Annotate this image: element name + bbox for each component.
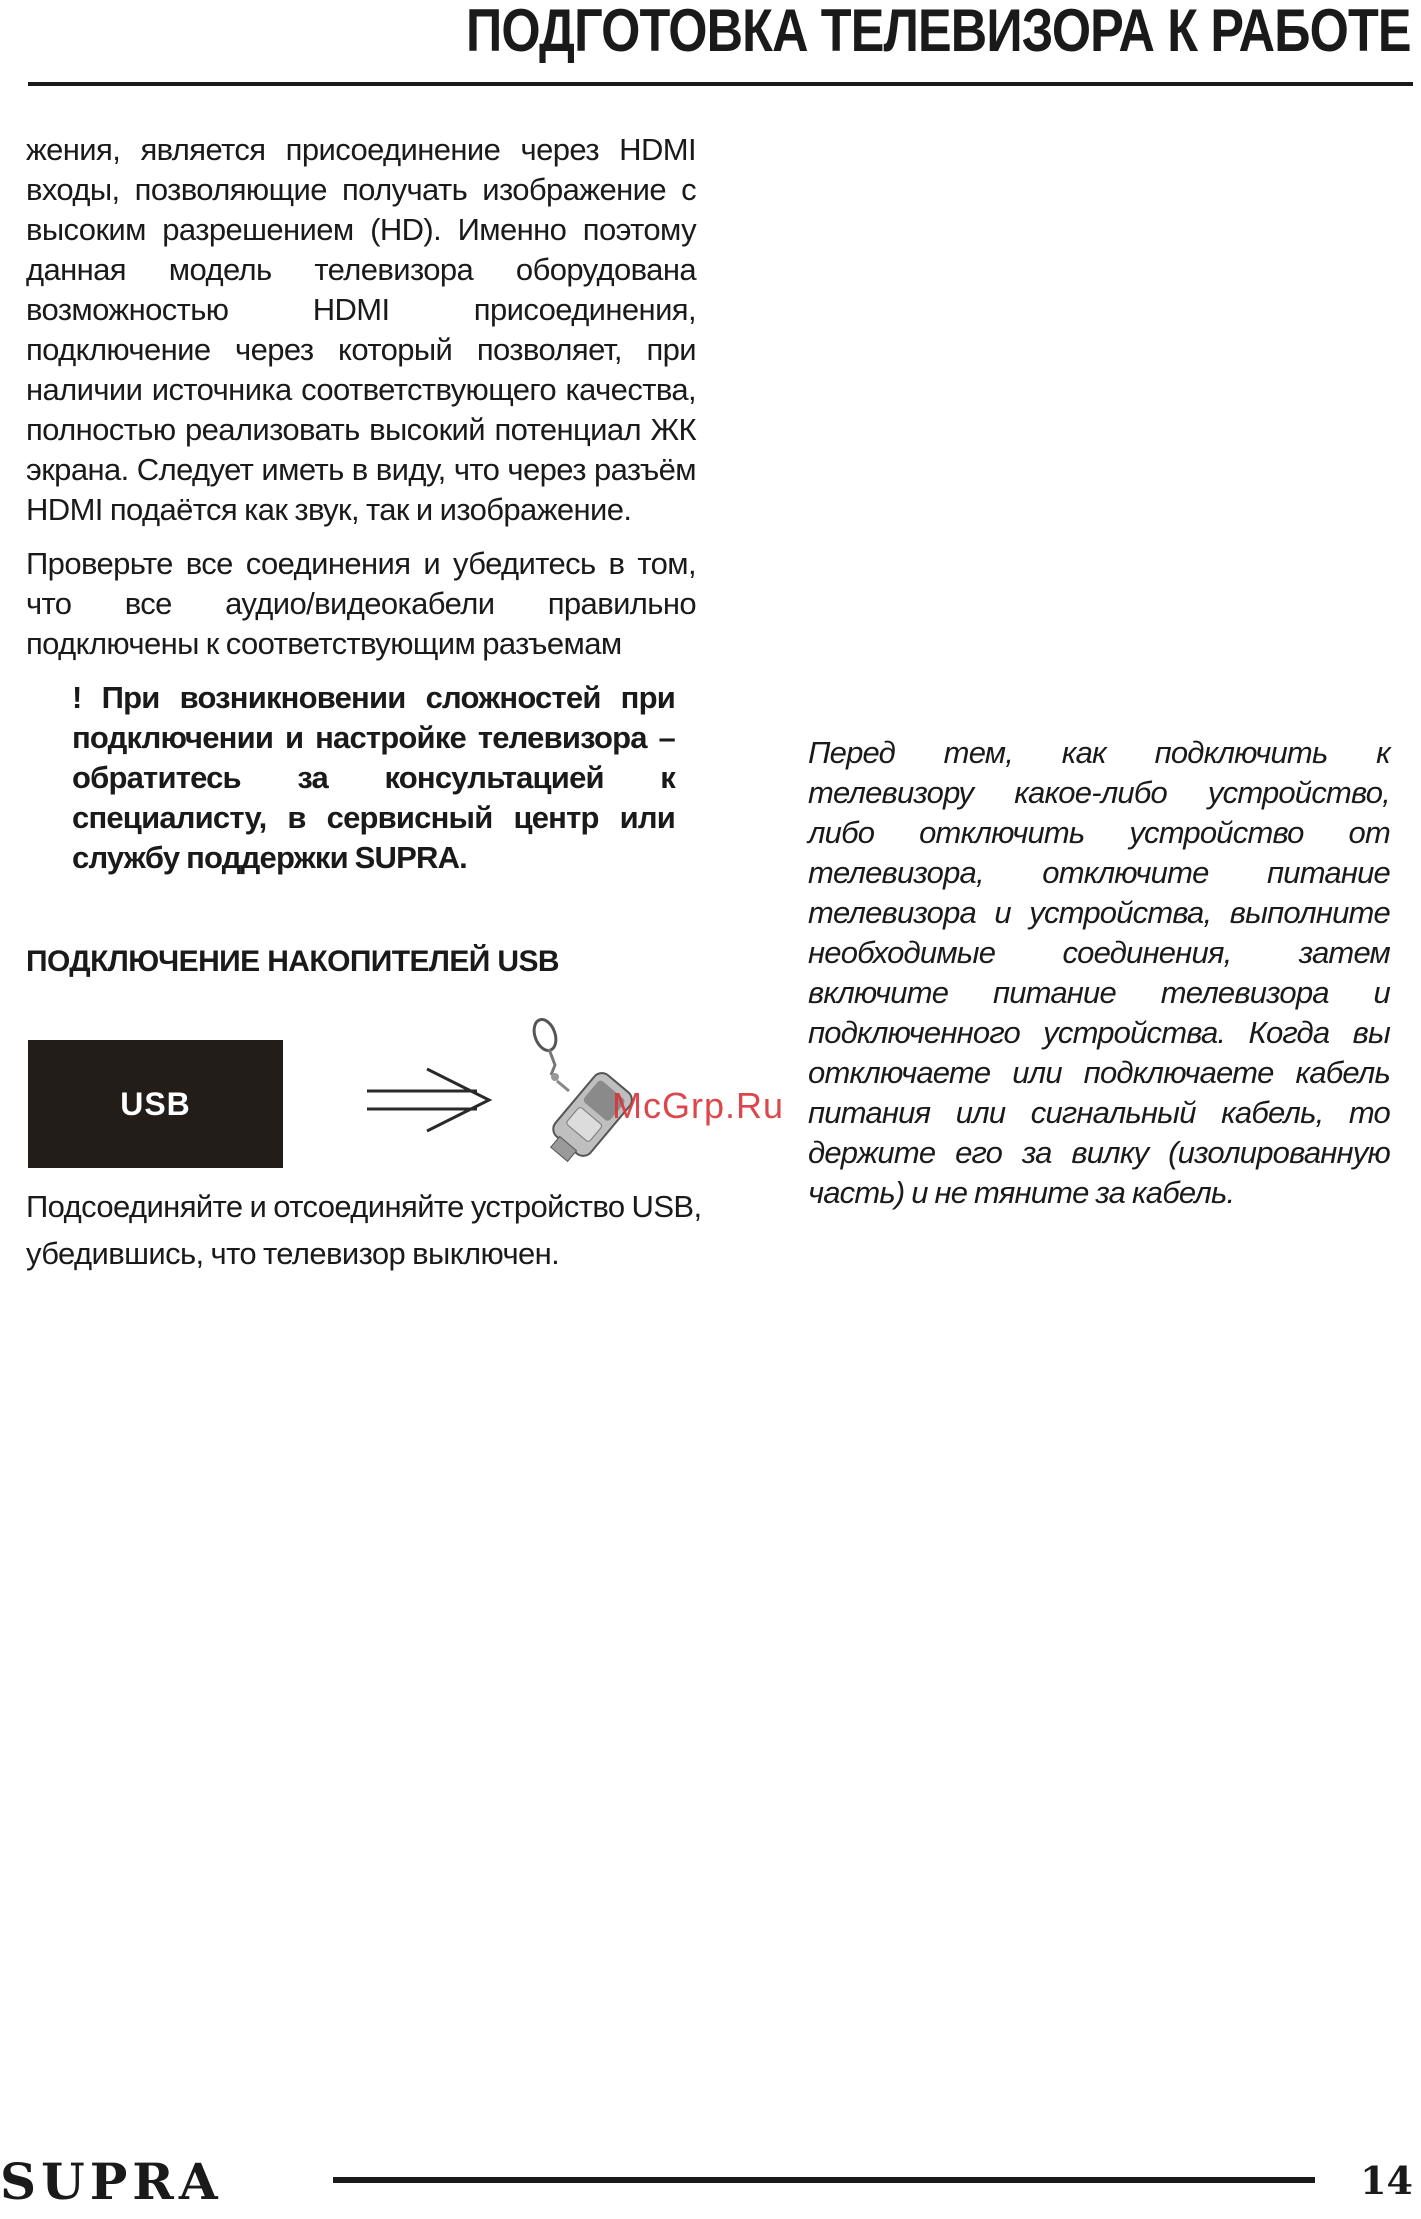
hdmi-paragraph: жения, является присоединение через HDMI входы, позволяющие получать изображение с высоким разрешением (HD). Именно поэтому данная модель телевизора оборудована возможностью HDMI присоединения, подключение через который позволяет, при наличии источника соответствующего качества, полностью реализовать высокий потенциал ЖК экрана. Следует иметь в виду, что через разъём HDMI подаётся как звук, так и изображение. — [26, 132, 696, 527]
support-warning: ! При возникновении сложностей при подключении и настройке телевизора – обратитесь за консультацией к специалисту, в сервисный центр или службу поддержки SUPRA. — [72, 680, 675, 875]
connection-safety-note: Перед тем, как подключить к телевизору какое-либо устройство, либо отключить устройство от телевизора, отключите питание телевизора и устройства, выполните необходимые соединения, затем включите питание телевизора и подключенного устройства. Когда вы отключаете или подключаете кабель питания или сигнальный кабель, то держите его за вилку (изолированную часть) и не тяните за кабель. — [808, 735, 1390, 1210]
page-number: 14 — [1360, 2158, 1413, 2203]
watermark: McGrp.Ru — [612, 1085, 785, 1126]
page-title: ПОДГОТОВКА ТЕЛЕВИЗОРА К РАБОТЕ — [466, 0, 1411, 64]
usb-port-illustration — [28, 1040, 283, 1168]
usb-port-label: USB — [120, 1085, 191, 1122]
usb-caption: Подсоединяйте и отсоединяйте устройство USB, убедившись, что телевизор выключен. — [26, 1189, 702, 1271]
check-connections-paragraph: Проверьте все соединения и убедитесь в том, что все аудио/видеокабели правильно подключены к соответствующим разъемам — [26, 546, 696, 661]
footer-divider — [333, 2177, 1315, 2183]
left-column — [26, 130, 696, 878]
double-arrow-right-icon — [365, 1065, 493, 1140]
usb-section-heading: ПОДКЛЮЧЕНИЕ НАКОПИТЕЛЕЙ USB — [26, 945, 559, 978]
header-divider — [28, 82, 1413, 86]
supra-logo: SUPRA — [0, 2152, 223, 2211]
